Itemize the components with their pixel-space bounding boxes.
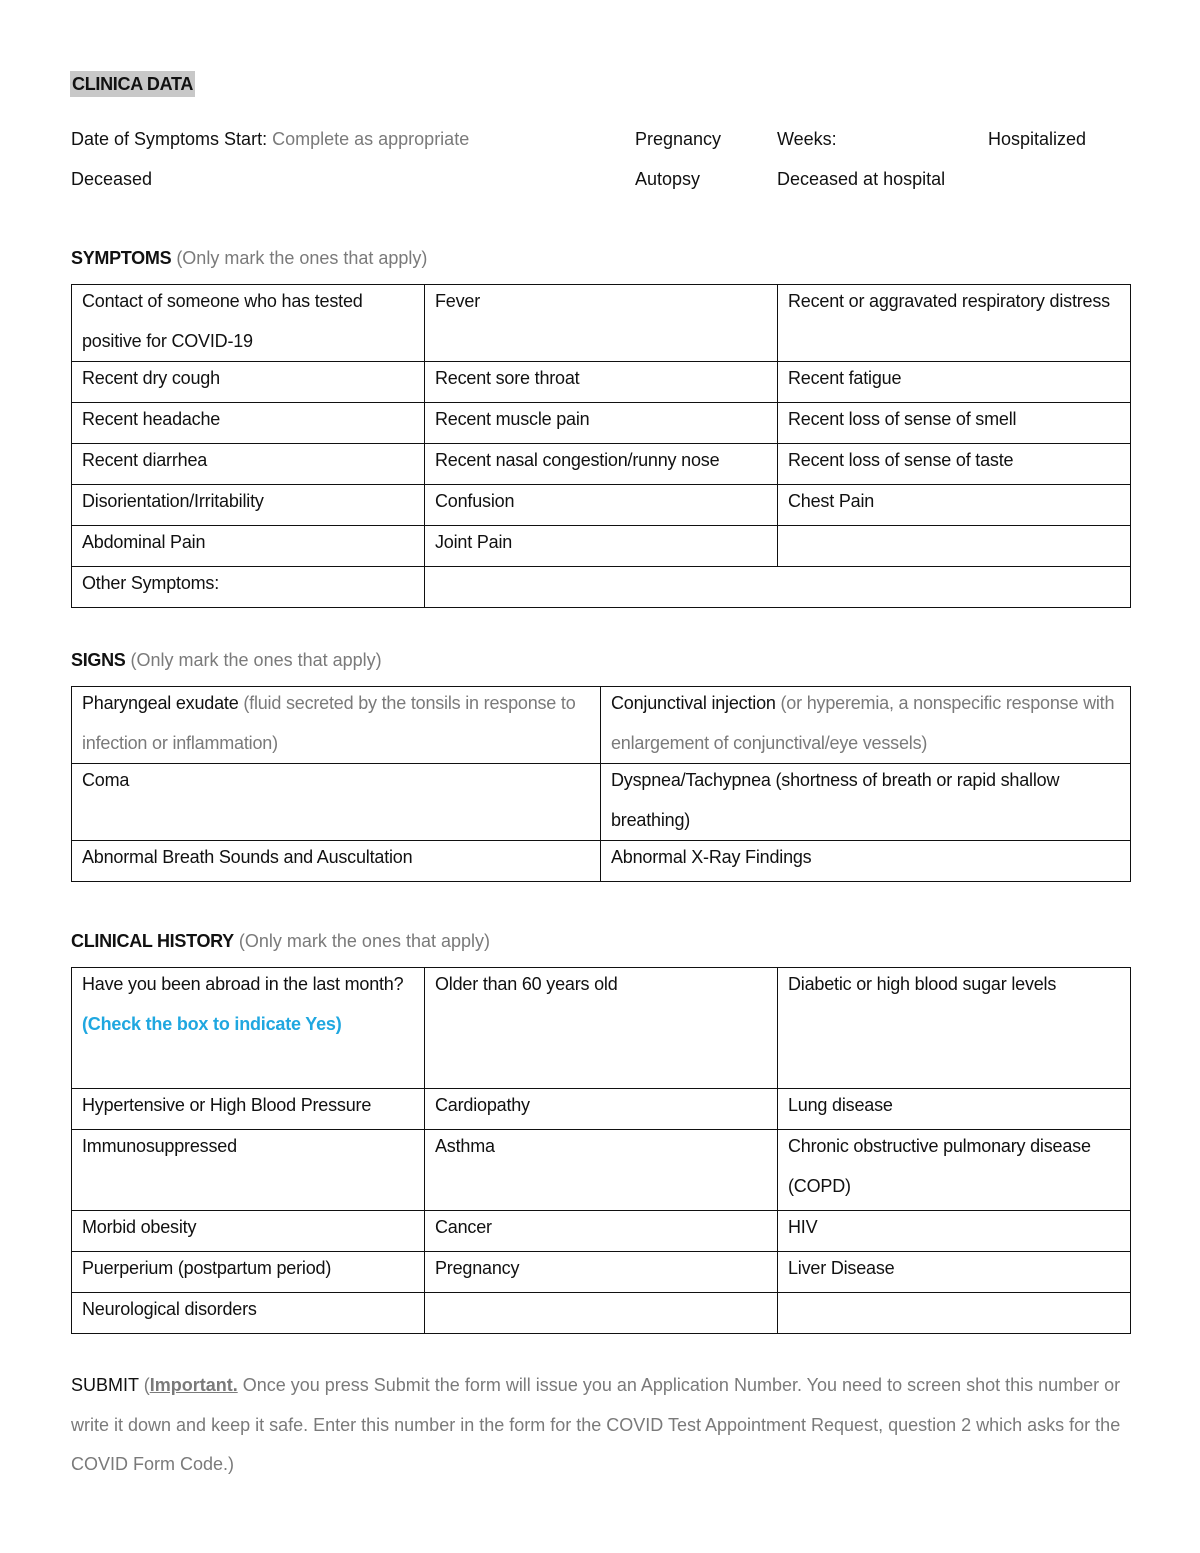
table-row (72, 485, 1131, 526)
symptoms-heading (71, 246, 427, 270)
clinical-history-heading-note: (Only mark the ones that apply) (238, 931, 491, 951)
date-of-symptoms-placeholder[interactable]: Complete as appropriate (272, 129, 470, 149)
sign-label: Abnormal Breath Sounds and Auscultation (82, 847, 413, 867)
symptom-disorientation[interactable]: Disorientation/Irritability (72, 485, 425, 526)
table-row (72, 444, 1131, 485)
history-immunosuppressed[interactable]: Immunosuppressed (72, 1130, 425, 1211)
submit-important-label: Important. (149, 1375, 238, 1395)
empty-cell (425, 1293, 778, 1334)
sign-label: Conjunctival injection (611, 693, 776, 713)
history-hypertensive[interactable]: Hypertensive or High Blood Pressure (72, 1089, 425, 1130)
sign-coma[interactable] (72, 764, 601, 841)
history-asthma[interactable]: Asthma (425, 1130, 778, 1211)
sign-label: Coma (82, 770, 130, 790)
symptom-respiratory-distress[interactable]: Recent or aggravated respiratory distress (778, 285, 1131, 362)
history-neurological-disorders[interactable]: Neurological disorders (72, 1293, 425, 1334)
history-puerperium[interactable]: Puerperium (postpartum period) (72, 1252, 425, 1293)
history-older-than-60[interactable]: Older than 60 years old (425, 968, 778, 1089)
submit-button[interactable]: SUBMIT (71, 1375, 139, 1395)
table-row (72, 526, 1131, 567)
table-row (72, 687, 1131, 764)
empty-cell (778, 1293, 1131, 1334)
deceased-checkbox[interactable]: Deceased (71, 169, 153, 189)
history-pregnancy[interactable]: Pregnancy (425, 1252, 778, 1293)
symptoms-table (71, 284, 1131, 608)
clinical-history-heading-label: CLINICAL HISTORY (71, 931, 234, 951)
symptom-loss-of-taste[interactable]: Recent loss of sense of taste (778, 444, 1131, 485)
signs-table (71, 686, 1131, 882)
weeks-field[interactable]: Weeks: (777, 129, 837, 149)
history-abroad[interactable] (72, 968, 425, 1089)
sign-conjunctival-injection[interactable] (601, 687, 1131, 764)
table-row (72, 1293, 1131, 1334)
history-abroad-label: Have you been abroad in the last month? (82, 974, 404, 994)
history-diabetic[interactable]: Diabetic or high blood sugar levels (778, 968, 1131, 1089)
table-row (72, 841, 1131, 882)
symptom-confusion[interactable]: Confusion (425, 485, 778, 526)
sign-detail: (fluid secreted by the tonsils in response to infection or inflammation) (82, 693, 576, 753)
table-row (72, 764, 1131, 841)
symptom-diarrhea[interactable]: Recent diarrhea (72, 444, 425, 485)
sign-pharyngeal-exudate[interactable] (72, 687, 601, 764)
symptom-joint-pain[interactable]: Joint Pain (425, 526, 778, 567)
sign-detail: (or hyperemia, a nonspecific response with enlargement of conjunctival/eye vessels) (611, 693, 1115, 753)
submit-instructions-text: Once you press Submit the form will issue you an Application Number. You need to screen shot this number or write it down and keep it safe. Enter this number in the form for the COVID Test Appointment Request, question 2 which asks for the COVID Form Code.) (71, 1375, 1121, 1474)
symptoms-heading-note: (Only mark the ones that apply) (176, 248, 428, 268)
symptom-contact-covid[interactable]: Contact of someone who has tested positive for COVID-19 (72, 285, 425, 362)
table-row (72, 1089, 1131, 1130)
sign-label: Dyspnea/Tachypnea (shortness of breath or rapid shallow breathing) (611, 770, 1060, 830)
other-symptoms-input[interactable] (425, 567, 1131, 608)
symptom-nasal-congestion[interactable]: Recent nasal congestion/runny nose (425, 444, 778, 485)
symptom-abdominal-pain[interactable]: Abdominal Pain (72, 526, 425, 567)
sign-abnormal-xray[interactable] (601, 841, 1131, 882)
table-row (72, 362, 1131, 403)
history-cancer[interactable]: Cancer (425, 1211, 778, 1252)
clinical-history-table (71, 967, 1131, 1334)
sign-abnormal-breath-sounds[interactable] (72, 841, 601, 882)
history-liver-disease[interactable]: Liver Disease (778, 1252, 1131, 1293)
signs-heading-label: SIGNS (71, 650, 126, 670)
history-lung-disease[interactable]: Lung disease (778, 1089, 1131, 1130)
symptom-chest-pain[interactable]: Chest Pain (778, 485, 1131, 526)
date-of-symptoms-label: Date of Symptoms Start: (71, 129, 268, 149)
deceased-at-hospital-checkbox[interactable]: Deceased at hospital (777, 169, 946, 189)
autopsy-checkbox[interactable]: Autopsy (635, 169, 701, 189)
other-symptoms-label: Other Symptoms: (72, 567, 425, 608)
symptom-loss-of-smell[interactable]: Recent loss of sense of smell (778, 403, 1131, 444)
submit-instructions (71, 1366, 1141, 1485)
pregnancy-checkbox[interactable]: Pregnancy (635, 129, 722, 149)
symptom-dry-cough[interactable]: Recent dry cough (72, 362, 425, 403)
sign-label: Pharyngeal exudate (82, 693, 239, 713)
history-copd[interactable]: Chronic obstructive pulmonary disease (COPD) (778, 1130, 1131, 1211)
history-hiv[interactable]: HIV (778, 1211, 1131, 1252)
table-row (72, 1211, 1131, 1252)
history-cardiopathy[interactable]: Cardiopathy (425, 1089, 778, 1130)
symptom-muscle-pain[interactable]: Recent muscle pain (425, 403, 778, 444)
table-row (72, 1252, 1131, 1293)
signs-heading (71, 648, 382, 672)
symptom-fever[interactable]: Fever (425, 285, 778, 362)
table-row (72, 403, 1131, 444)
empty-cell (778, 526, 1131, 567)
history-abroad-hint: (Check the box to indicate Yes) (82, 1014, 342, 1034)
table-row (72, 1130, 1131, 1211)
hospitalized-checkbox[interactable]: Hospitalized (988, 129, 1087, 149)
table-row (72, 968, 1131, 1089)
symptom-headache[interactable]: Recent headache (72, 403, 425, 444)
symptoms-heading-label: SYMPTOMS (71, 248, 172, 268)
section-title-clinical-data: CLINICA DATA (70, 71, 195, 97)
history-morbid-obesity[interactable]: Morbid obesity (72, 1211, 425, 1252)
symptom-fatigue[interactable]: Recent fatigue (778, 362, 1131, 403)
sign-label: Abnormal X-Ray Findings (611, 847, 812, 867)
symptom-sore-throat[interactable]: Recent sore throat (425, 362, 778, 403)
signs-heading-note: (Only mark the ones that apply) (130, 650, 382, 670)
date-of-symptoms-field[interactable] (71, 127, 469, 151)
submit-open-paren: ( (143, 1375, 150, 1395)
sign-dyspnea-tachypnea[interactable] (601, 764, 1131, 841)
clinical-history-heading (71, 929, 490, 953)
table-row (72, 567, 1131, 608)
table-row (72, 285, 1131, 362)
